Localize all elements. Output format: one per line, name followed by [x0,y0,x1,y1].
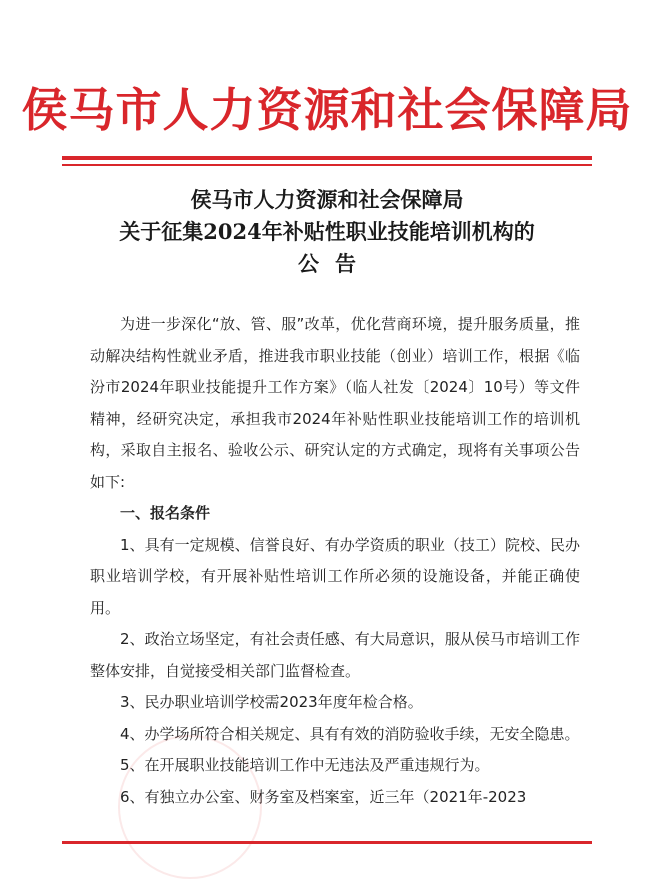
condition-item: 3、民办职业培训学校需2023年度年检合格。 [120,693,423,711]
footer-rule [62,841,592,844]
condition-item: 2、政治立场坚定，有社会责任感、有大局意识，服从侯马市培训工作整体安排，自觉接受相关部门监督检查。 [90,630,580,680]
condition-item: 4、办学场所符合相关规定、具有有效的消防验收手续，无安全隐患。 [120,724,580,743]
section-heading: 一、报名条件 [120,504,211,522]
title-line-3: 公告 [298,251,372,276]
intro-paragraph: 为进一步深化“放、管、服”改革，优化营商环境，提升服务质量，推动解决结构性就业矛盾，推进我市职业技能（创业）培训工作，根据《临汾市2024年职业技能提升工作方案》（临人社发〔2024〕10号）等文件精神，经研究决定，承担我市2024年补贴性职业技能培训工作的培训机构，采取自主报名、验收公示、研究认定的方式确定，现将有关事项公告如下: [90,315,580,491]
condition-item: 1、具有一定规模、信誉良好、有办学资质的职业（技工）院校、民办职业培训学校，有开展补贴性培训工作所必须的设施设备，并能正确使用。 [90,535,580,617]
document-body [90,309,580,813]
masthead-rule-thin [62,164,592,166]
condition-item: 6、有独立办公室、财务室及档案室，近三年（2021年-2023 [120,787,527,806]
condition-item: 5、在开展职业技能培训工作中无违法及严重违规行为。 [120,756,490,774]
masthead-rule-thick [62,156,592,160]
title-line-1: 侯马市人力资源和社会保障局 [190,187,464,212]
title-line-2: 关于征集2024年补贴性职业技能培训机构的 [119,219,535,244]
masthead-title: 侯马市人力资源和社会保障局 [21,83,633,137]
document-title [0,184,654,280]
